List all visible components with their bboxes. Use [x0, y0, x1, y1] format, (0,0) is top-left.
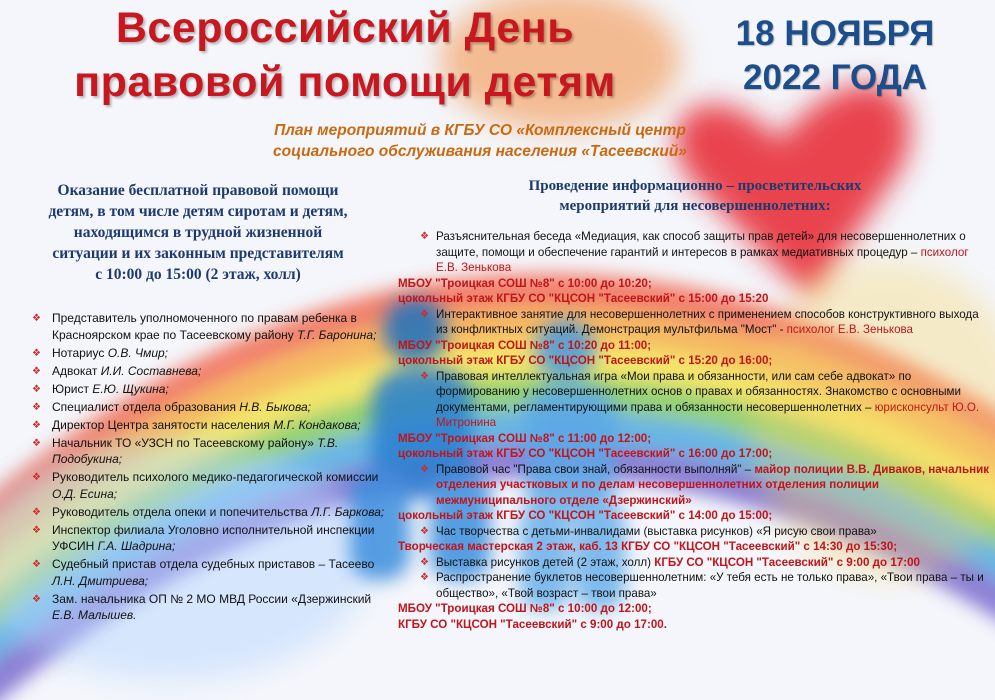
event-location: цокольный этаж КГБУ СО "КЦСОН "Тасеевский" с 16:00 до 17:00; — [398, 447, 773, 460]
list-item-name: Е.Ю. Щукина; — [92, 381, 169, 396]
event-item — [398, 307, 990, 338]
diamond-bullet-icon: ❖ — [420, 525, 429, 537]
event-description: Интерактивное занятие для несовершеннолетних с применением способов конструктивного выхода из конфликтных ситуаций. Демонстрация мультфильма "Мост" - — [436, 307, 979, 336]
event-item — [398, 570, 990, 601]
event-host: психолог Е.В. Зенькова — [436, 245, 969, 274]
event-location: МБОУ "Троицкая СОШ №8" с 10:20 до 11:00; — [398, 338, 652, 352]
event-location: цокольный этаж КГБУ СО "КЦСОН "Тасеевский" с 15:20 до 16:00; — [398, 354, 773, 367]
event-item — [398, 369, 990, 431]
diamond-bullet-icon: ❖ — [420, 231, 429, 242]
list-item — [30, 435, 390, 468]
diamond-bullet-icon: ❖ — [32, 437, 41, 449]
event-item — [398, 229, 990, 276]
event-item — [398, 524, 990, 540]
diamond-bullet-icon: ❖ — [32, 347, 41, 359]
events-list — [398, 229, 990, 632]
diamond-bullet-icon: ❖ — [32, 472, 41, 483]
event-location: МБОУ "Троицкая СОШ №8" с 10:00 до 10:20; — [398, 276, 652, 290]
list-item-text: Нотариус — [52, 345, 108, 360]
plan-subtitle-line1: План мероприятий в КГБУ СО «Комплексный центр — [274, 122, 686, 139]
legal-aid-heading — [12, 180, 384, 285]
legal-aid-heading-line: с 10:00 до 15:00 (2 этаж, холл) — [95, 266, 301, 283]
diamond-bullet-icon: ❖ — [32, 419, 41, 431]
event-location: МБОУ "Троицкая СОШ №8" с 10:00 до 12:00; — [398, 602, 652, 615]
event-host: психолог Е.В. Зенькова — [786, 323, 914, 336]
events-heading-line: Проведение информационно – просветительских — [528, 178, 862, 194]
event-location: КГБУ СО "КЦСОН "Тасеевский" с 9:00 до 17:00. — [398, 617, 667, 631]
event-item — [398, 462, 990, 509]
diamond-bullet-icon: ❖ — [32, 365, 41, 377]
list-item-text: Специалист отдела образования — [52, 399, 240, 414]
list-item-name: Н.В. Быкова; — [239, 399, 311, 414]
main-title-line2: правовой помощи детям — [74, 58, 616, 106]
list-item — [30, 504, 390, 521]
list-item-text: Директор Центра занятости населения — [52, 417, 274, 432]
legal-aid-heading-line: ситуации и их законным представителям — [52, 245, 344, 262]
list-item-text: Руководитель психолого медико-педагогической комиссии — [52, 470, 379, 484]
list-item-name: Е.В. Малышев. — [52, 608, 137, 622]
list-item-text: Юрист — [52, 381, 93, 396]
plan-subtitle — [200, 120, 760, 162]
list-item-name: Т.В. Подобукина; — [52, 435, 339, 466]
event-description: Правовая интеллектуальная игра «Мои права и обязанности, или сам себе адвокат» по формированию у несовершеннолетних основ о правах и обязанностях. Знакомство с основными документами, регламентирующими права и обязанности несовершеннолетних – — [436, 369, 961, 414]
diamond-bullet-icon: ❖ — [32, 506, 41, 518]
diamond-bullet-icon: ❖ — [420, 556, 429, 568]
diamond-bullet-icon: ❖ — [420, 370, 429, 382]
diamond-bullet-icon: ❖ — [32, 401, 41, 413]
diamond-bullet-icon: ❖ — [420, 463, 429, 475]
list-item-name: Т.Г. Баронина; — [297, 327, 377, 342]
events-heading — [455, 176, 935, 216]
diamond-bullet-icon: ❖ — [420, 572, 429, 583]
event-description: Правовой час "Права свои знай, обязанности выполняй" – — [436, 462, 755, 476]
event-location: КГБУ СО "КЦСОН "Тасеевский" с 9:00 до 17:00 — [654, 555, 920, 569]
list-item-text: Адвокат — [52, 363, 101, 378]
list-item-name: О.В. Чмир; — [107, 345, 169, 360]
list-item-name: О.Д. Есина; — [52, 486, 118, 501]
events-heading-line: мероприятий для несовершеннолетних: — [559, 198, 831, 214]
list-item — [30, 399, 390, 416]
list-item — [30, 591, 390, 624]
list-item-text: Начальник ТО «УЗСН по Тасеевскому району» — [52, 435, 318, 450]
event-host: майор полиции В.В. Дивaков, начальник отделения участковых и по делам несовершеннолетних отделения полиции межмуниципального отделе «Дзержинский» — [436, 462, 990, 507]
diamond-bullet-icon: ❖ — [32, 383, 41, 395]
event-location: цокольный этаж КГБУ СО "КЦСОН "Тасеевский" с 14:00 до 15:00; — [398, 509, 773, 522]
list-item-text: Руководитель отдела опеки и попечительства — [52, 504, 312, 519]
plan-subtitle-line2: социального обслуживания населения «Тасеевский» — [273, 143, 687, 160]
list-item-text: Судебный пристав отдела судебных приставов – Тасеево — [52, 557, 375, 571]
list-item — [30, 469, 390, 502]
list-item-name: М.Г. Кондакова; — [273, 417, 361, 432]
list-item — [30, 556, 390, 589]
list-item-name: И.И. Составнева; — [100, 363, 202, 378]
event-date — [700, 12, 970, 100]
event-date-year: 2022 ГОДА — [743, 58, 927, 97]
event-location: цокольный этаж КГБУ СО "КЦСОН "Тасеевский" с 15:00 до 15:20 — [398, 292, 769, 305]
event-location: Творческая мастерская 2 этаж, каб. 13 КГБУ СО "КЦСОН "Тасеевский" с 14:30 до 15:30; — [398, 540, 898, 553]
list-item-name: Л.Н. Дмитриева; — [52, 573, 149, 588]
list-item — [30, 381, 390, 398]
specialists-list — [30, 310, 390, 625]
legal-aid-heading-line: находящимся в трудной жизненной — [73, 224, 323, 241]
list-item — [30, 345, 390, 362]
list-item — [30, 363, 390, 380]
list-item-name: Л.Г. Баркова; — [311, 504, 385, 519]
diamond-bullet-icon: ❖ — [32, 559, 41, 570]
list-item-text: Представитель уполномоченного по правам ребенка в Красноярском крае по Тасеевскому району — [52, 311, 357, 342]
main-title-line1: Всероссийский День — [115, 4, 575, 52]
event-description: Выставка рисунков детей (2 этаж, холл) — [436, 555, 655, 569]
diamond-bullet-icon: ❖ — [32, 313, 41, 324]
diamond-bullet-icon: ❖ — [32, 593, 41, 605]
event-description: Распространение буклетов несовершеннолетним: «У тебя есть не только права», «Твои права – ты и общество», «Твой возраст – твои права» — [436, 571, 984, 600]
list-item-text: Зам. начальника ОП № 2 МО МВД России «Дзержинский — [52, 591, 372, 606]
event-item — [398, 555, 990, 571]
event-date-day: 18 НОЯБРЯ — [735, 14, 935, 53]
event-host: юрисконсульт Ю.О. Митронина — [436, 400, 980, 429]
diamond-bullet-icon: ❖ — [32, 524, 41, 536]
list-item — [30, 310, 390, 343]
legal-aid-heading-line: детям, в том числе детям сиротам и детям, — [48, 203, 348, 220]
diamond-bullet-icon: ❖ — [420, 308, 429, 320]
event-location: МБОУ "Троицкая СОШ №8" с 11:00 до 12:00; — [398, 431, 652, 445]
event-description: Час творчества с детьми-инвалидами (выставка рисунков) «Я рисую свои права» — [436, 524, 877, 538]
list-item-name: Г.А. Шадрина; — [97, 539, 176, 553]
list-item — [30, 522, 390, 555]
legal-aid-heading-line: Оказание бесплатной правовой помощи — [57, 182, 339, 199]
list-item — [30, 417, 390, 434]
event-description: Разъяснительная беседа «Медиация, как способ защиты прав детей» для несовершеннолетних о защите, помощи и обеспечение гарантий и интересов в рамках медиативных процедур – — [436, 230, 966, 259]
list-item-text: Инспектор филиала Уголовно исполнительной инспекции УФСИН — [52, 522, 375, 553]
